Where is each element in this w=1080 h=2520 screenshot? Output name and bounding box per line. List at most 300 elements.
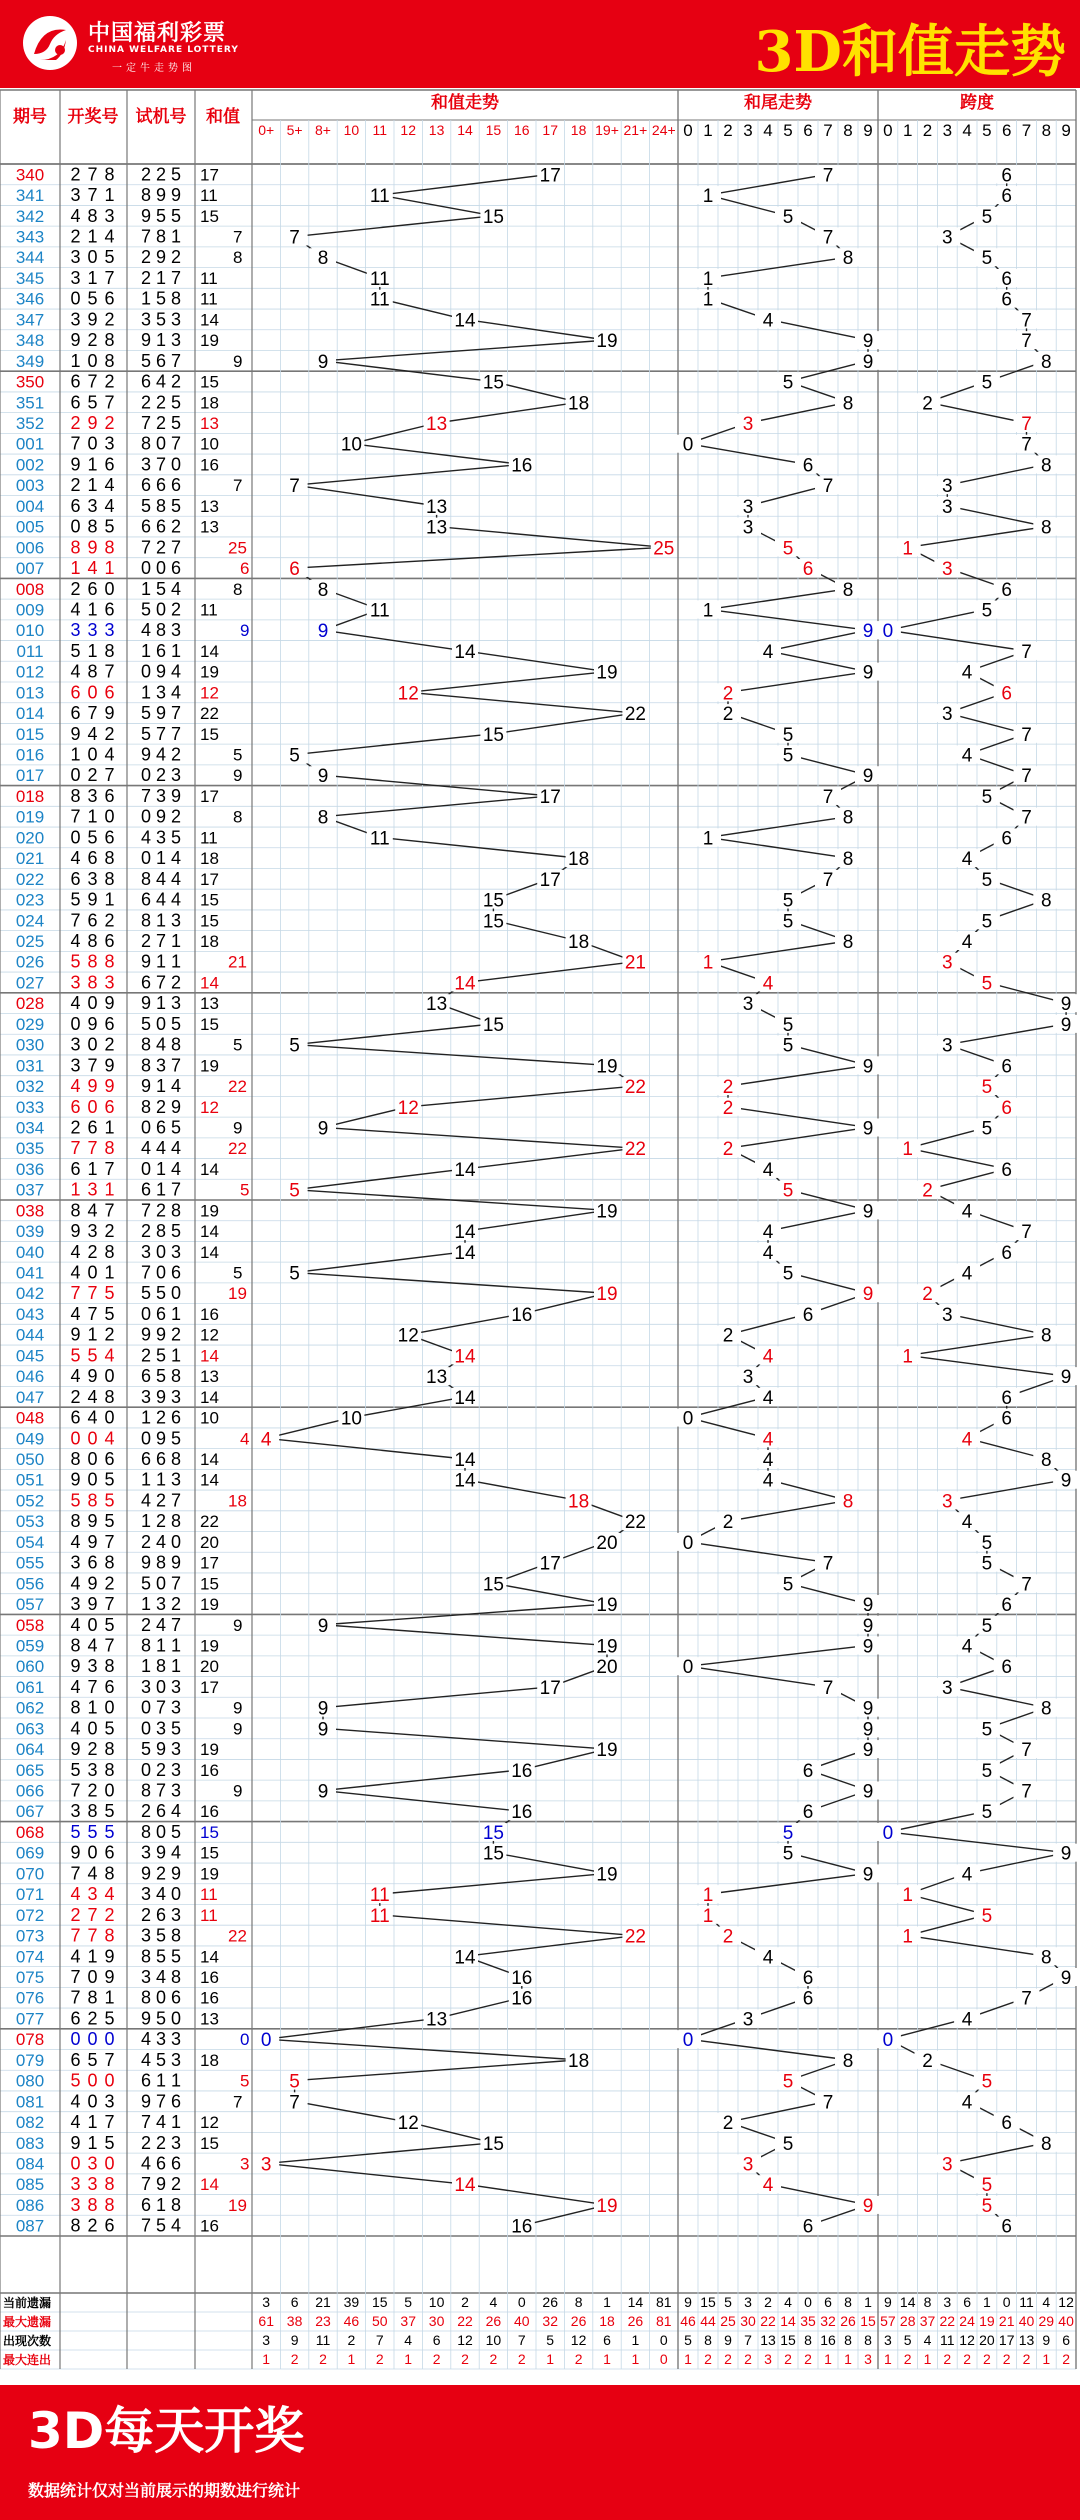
stat-tail-value: 46: [680, 2313, 696, 2329]
span-trend-point: 3: [942, 227, 953, 249]
sum-trend-point: 14: [454, 310, 476, 332]
tail-trend-point: 2: [722, 683, 734, 705]
draw-number-cell: 7 6 2: [70, 910, 116, 931]
trial-number-cell: 4 3 5: [140, 827, 182, 848]
trial-number-cell: 7 2 7: [140, 537, 182, 558]
draw-number-cell: 3 8 5: [70, 1801, 116, 1822]
tail-trend-point: 5: [782, 1180, 794, 1202]
draw-number-cell: 0 2 7: [70, 765, 116, 786]
draw-number-cell: 6 3 4: [70, 495, 116, 516]
span-trend-point: 7: [1021, 414, 1032, 435]
sum-col-label: 5+: [286, 122, 303, 138]
stat-sum-value: 81: [656, 2313, 672, 2329]
issue-cell: 014: [15, 704, 45, 724]
stat-sum-value: 1: [603, 2294, 611, 2310]
span-trend-point: 6: [1001, 1657, 1012, 1679]
trial-number-cell: 0 9 4: [140, 661, 182, 682]
stat-tail-value: 15: [860, 2313, 876, 2329]
draw-number-cell: 0 0 4: [70, 1428, 116, 1449]
sum-value-cell: 19: [200, 1201, 219, 1221]
span-trend-point: 5: [981, 206, 993, 228]
draw-number-cell: 5 9 1: [70, 889, 116, 910]
trial-number-cell: 2 6 3: [140, 1904, 182, 1925]
issue-cell: 059: [15, 1636, 45, 1656]
stat-span-value: 9: [1042, 2332, 1051, 2348]
sum-trend-point: 13: [426, 994, 448, 1016]
draw-number-cell: 3 0 5: [70, 247, 116, 268]
sum-value-cell: 18: [200, 849, 219, 869]
sum-value-cell: 15: [200, 724, 219, 744]
stat-sum-value: 1: [262, 2351, 271, 2367]
span-col-label: 6: [1001, 121, 1012, 140]
stat-sum-value: 23: [315, 2313, 331, 2329]
stat-span-value: 2: [903, 2351, 912, 2367]
table-header-bg: [0, 88, 1080, 164]
span-trend-point: 5: [981, 869, 993, 891]
issue-cell: 031: [15, 1056, 45, 1076]
span-trend-point: 8: [1041, 351, 1052, 373]
span-trend-point: 8: [1041, 1325, 1052, 1347]
sum-trend-point: 15: [482, 911, 504, 933]
sum-col-label: 24+: [651, 122, 676, 138]
sum-value-cell: 17: [200, 869, 219, 889]
issue-cell: 015: [15, 724, 45, 744]
draw-number-cell: 9 2 8: [70, 1739, 116, 1760]
stat-sum-value: 6: [432, 2332, 441, 2348]
draw-number-cell: 1 0 4: [70, 744, 116, 765]
stat-tail-value: 25: [720, 2313, 736, 2329]
issue-cell: 086: [15, 2195, 45, 2215]
sum-value-cell: 22: [228, 1077, 247, 1097]
stat-sum-value: 26: [542, 2294, 558, 2310]
footer-note: 数据统计仅对当前展示的期数进行统计: [28, 2481, 301, 2500]
issue-cell: 021: [15, 849, 45, 869]
draw-number-cell: 3 7 9: [70, 1055, 116, 1076]
stat-tail-value: 9: [684, 2294, 692, 2310]
stat-sum-value: 32: [542, 2313, 558, 2329]
sum-col-label: 0+: [258, 122, 275, 138]
sum-trend-point: 17: [539, 786, 561, 808]
sum-trend-point: 14: [454, 1387, 476, 1409]
sum-col-label: 17: [542, 122, 558, 138]
draw-number-cell: 8 9 5: [70, 1511, 116, 1532]
stat-tail-value: 2: [744, 2351, 752, 2367]
stat-span-value: 3: [884, 2332, 892, 2348]
draw-number-cell: 3 7 1: [70, 185, 116, 206]
stat-tail-value: 13: [760, 2332, 776, 2348]
sum-value-cell: 15: [200, 1822, 219, 1842]
stat-sum-value: 2: [375, 2351, 384, 2367]
sum-value-cell: 14: [200, 1387, 219, 1407]
span-trend-point: 6: [1001, 165, 1012, 187]
stat-span-value: 22: [939, 2313, 956, 2329]
tail-trend-point: 5: [782, 538, 794, 560]
span-trend-point: 6: [1001, 289, 1012, 311]
span-trend-point: 6: [1001, 1595, 1012, 1617]
draw-number-cell: 5 5 4: [70, 1345, 116, 1366]
issue-cell: 065: [15, 1760, 45, 1780]
sum-trend-point: 13: [426, 517, 448, 539]
tail-trend-point: 1: [702, 268, 714, 290]
tail-trend-point: 7: [822, 786, 834, 808]
stat-sum-value: 5: [546, 2332, 555, 2348]
span-trend-point: 6: [1001, 1097, 1012, 1119]
sum-trend-point: 5: [289, 2071, 300, 2093]
issue-cell: 044: [15, 1325, 45, 1345]
sum-col-label: 10: [343, 122, 360, 138]
issue-cell: 045: [15, 1346, 45, 1366]
draw-number-cell: 0 0 0: [70, 2029, 116, 2050]
trial-number-cell: 5 6 7: [140, 350, 182, 371]
header-sum-trend: 和值走势: [431, 93, 499, 112]
span-trend-point: 4: [961, 662, 973, 684]
issue-cell: 075: [15, 1968, 45, 1987]
issue-cell: 038: [15, 1201, 45, 1221]
draw-number-cell: 8 1 0: [70, 1697, 116, 1718]
sum-trend-point: 9: [317, 1719, 329, 1741]
sum-value-cell: 12: [200, 1325, 219, 1345]
span-trend-point: 4: [961, 2092, 973, 2114]
trial-number-cell: 0 1 4: [140, 848, 182, 869]
sum-value-cell: 9: [233, 1118, 243, 1138]
stat-span-value: 2: [1002, 2351, 1011, 2367]
draw-number-cell: 3 6 8: [70, 1552, 116, 1573]
stat-tail-value: 3: [864, 2351, 872, 2367]
stat-span-value: 13: [1018, 2332, 1035, 2348]
tail-trend-point: 9: [862, 331, 874, 353]
span-trend-point: 3: [942, 476, 953, 498]
tail-col-label: 0: [683, 121, 693, 140]
trial-number-cell: 2 9 2: [140, 247, 182, 268]
sum-col-label: 15: [485, 122, 502, 138]
tail-trend-point: 1: [702, 289, 714, 311]
sum-trend-point: 9: [317, 1615, 329, 1637]
sum-value-cell: 16: [200, 1304, 219, 1324]
stat-sum-value: 11: [315, 2332, 331, 2348]
sum-trend-point: 22: [624, 1926, 646, 1948]
trial-number-cell: 8 9 9: [140, 185, 182, 206]
tail-col-label: 8: [843, 121, 853, 140]
span-trend-point: 5: [981, 1802, 993, 1824]
span-trend-point: 4: [961, 1512, 973, 1534]
sum-col-label: 8+: [315, 122, 331, 138]
trial-number-cell: 1 3 4: [140, 682, 182, 703]
trial-number-cell: 5 7 7: [140, 723, 182, 744]
draw-number-cell: 4 0 9: [70, 993, 116, 1014]
sum-col-label: 18: [570, 122, 587, 138]
tail-trend-point: 9: [862, 621, 874, 643]
trial-number-cell: 0 9 2: [140, 806, 182, 827]
stat-tail-value: 1: [824, 2351, 832, 2367]
issue-cell: 003: [15, 476, 45, 496]
header-sum: 和值: [206, 107, 240, 126]
issue-cell: 067: [15, 1802, 45, 1822]
stat-tail-value: 1: [864, 2294, 872, 2310]
stat-tail-value: 3: [764, 2351, 772, 2367]
span-trend-point: 7: [1021, 1988, 1032, 2010]
span-trend-point: 0: [882, 621, 894, 643]
draw-number-cell: 6 2 5: [70, 2008, 116, 2029]
sum-trend-point: 15: [482, 1574, 504, 1596]
issue-cell: 012: [15, 662, 45, 682]
draw-number-cell: 0 5 6: [70, 288, 116, 309]
sum-trend-point: 14: [454, 1947, 476, 1969]
tail-trend-point: 9: [862, 662, 874, 684]
stat-tail-value: 0: [804, 2294, 812, 2310]
tail-trend-point: 1: [702, 186, 714, 208]
span-trend-point: 2: [922, 2050, 933, 2072]
stat-sum-value: 1: [631, 2351, 640, 2367]
span-col-label: 8: [1041, 121, 1052, 140]
trial-number-cell: 5 5 0: [140, 1283, 182, 1304]
draw-number-cell: 0 5 6: [70, 827, 116, 848]
sum-value-cell: 18: [200, 393, 219, 413]
tail-trend-point: 1: [702, 952, 714, 974]
issue-cell: 351: [15, 393, 45, 413]
trial-number-cell: 3 9 4: [140, 1842, 182, 1863]
issue-cell: 061: [15, 1677, 45, 1697]
tail-trend-point: 2: [722, 1077, 734, 1099]
tail-col-label: 9: [863, 121, 873, 140]
issue-cell: 013: [15, 683, 45, 703]
trial-number-cell: 0 0 6: [140, 558, 182, 579]
stat-sum-value: 40: [514, 2313, 530, 2329]
sum-trend-point: 11: [369, 268, 390, 290]
tail-trend-point: 2: [722, 2113, 734, 2135]
trial-number-cell: 8 0 7: [140, 433, 182, 454]
stat-tail-value: 2: [784, 2351, 792, 2367]
draw-number-cell: 3 9 2: [70, 309, 116, 330]
stat-tail-value: 1: [844, 2351, 852, 2367]
stat-sum-value: 38: [286, 2313, 303, 2329]
draw-number-cell: 3 3 8: [70, 2174, 116, 2195]
header-issue: 期号: [13, 107, 47, 126]
tail-trend-point: 3: [742, 517, 754, 539]
trial-number-cell: 5 0 7: [140, 1573, 182, 1594]
page-footer: [0, 2385, 1080, 2520]
sum-trend-point: 9: [317, 621, 329, 643]
trial-number-cell: 6 5 8: [140, 1366, 182, 1387]
tail-trend-point: 2: [722, 1097, 734, 1119]
sum-trend-point: 8: [317, 248, 329, 270]
draw-number-cell: 4 9 0: [70, 1366, 116, 1387]
sum-value-cell: 20: [200, 1532, 219, 1552]
tail-trend-point: 4: [762, 1947, 774, 1969]
sum-col-label: 11: [372, 122, 388, 138]
sum-trend-point: 5: [289, 1035, 300, 1057]
sum-value-cell: 10: [200, 434, 219, 454]
issue-cell: 079: [15, 2050, 45, 2070]
sum-trend-point: 15: [482, 2133, 504, 2155]
trial-number-cell: 2 2 5: [140, 164, 182, 185]
stat-sum-value: 7: [517, 2332, 526, 2348]
trial-number-cell: 3 0 3: [140, 1676, 182, 1697]
sum-trend-point: 16: [511, 1968, 533, 1989]
tail-col-label: 5: [783, 121, 793, 140]
stat-span-value: 6: [1062, 2332, 1070, 2348]
span-trend-point: 6: [1001, 268, 1012, 290]
trial-number-cell: 6 6 8: [140, 1449, 182, 1469]
sum-value-cell: 18: [228, 1491, 247, 1511]
trial-number-cell: 0 7 3: [140, 1697, 182, 1718]
stat-sum-value: 1: [546, 2351, 555, 2367]
trial-number-cell: 7 8 1: [140, 226, 182, 247]
sum-value-cell: 19: [200, 1636, 219, 1656]
draw-number-cell: 6 5 7: [70, 2049, 116, 2070]
sum-trend-point: 22: [624, 1077, 646, 1099]
span-trend-point: 1: [902, 538, 913, 560]
tail-trend-point: 9: [862, 1719, 874, 1741]
draw-number-cell: 4 6 8: [70, 848, 116, 869]
sum-trend-series: [253, 165, 677, 2237]
sum-trend-point: 15: [482, 1014, 504, 1036]
issue-cell: 020: [15, 828, 45, 848]
tail-trend-point: 7: [822, 869, 834, 891]
trial-number-cell: 6 1 7: [140, 1179, 182, 1200]
issue-cell: 052: [15, 1491, 45, 1511]
sum-value-cell: 9: [240, 621, 250, 641]
issue-cell: 010: [15, 621, 45, 641]
draw-number-cell: 4 2 8: [70, 1241, 116, 1262]
span-trend-point: 4: [961, 1429, 973, 1451]
span-col-label: 4: [962, 121, 972, 140]
trial-number-cell: 0 2 3: [140, 1759, 182, 1780]
trial-number-cell: 6 6 6: [140, 475, 182, 496]
sum-trend-point: 0: [260, 2030, 272, 2052]
sum-trend-point: 11: [369, 600, 390, 622]
tail-trend-point: 9: [862, 1201, 874, 1223]
span-col-label: 5: [982, 121, 992, 140]
issue-cell: 026: [15, 952, 45, 972]
tail-trend-point: 3: [742, 2154, 754, 2176]
stat-tail-value: 15: [700, 2294, 716, 2310]
tail-trend-point: 7: [822, 227, 834, 249]
tail-trend-point: 4: [762, 1222, 774, 1244]
sum-trend-point: 10: [340, 1408, 362, 1430]
sum-trend-point: 9: [317, 1118, 329, 1140]
span-trend-point: 5: [981, 1118, 993, 1140]
stat-sum-value: 26: [627, 2313, 644, 2329]
trial-number-cell: 2 4 0: [140, 1531, 182, 1552]
trial-number-cell: 9 9 2: [140, 1324, 182, 1345]
stat-label: 出现次数: [3, 2334, 52, 2348]
sum-trend-point: 19: [596, 662, 618, 684]
draw-number-cell: 4 0 1: [70, 1262, 116, 1283]
sum-trend-point: 17: [539, 1553, 561, 1575]
stat-sum-value: 2: [461, 2351, 469, 2367]
sum-trend-point: 13: [426, 1367, 448, 1389]
sum-col-label: 12: [400, 122, 416, 138]
stat-span-value: 24: [959, 2313, 975, 2329]
span-trend-point: 7: [1021, 1574, 1032, 1596]
sum-value-cell: 5: [240, 1180, 250, 1200]
draw-number-cell: 9 3 2: [70, 1221, 116, 1242]
stat-sum-value: 0: [659, 2332, 668, 2348]
tail-trend-point: 8: [842, 393, 854, 415]
tail-trend-point: 3: [742, 496, 754, 518]
sum-value-cell: 15: [200, 1014, 219, 1034]
trial-number-cell: 3 4 8: [140, 1967, 182, 1987]
stat-span-value: 9: [884, 2294, 892, 2310]
span-trend-point: 8: [1041, 1698, 1052, 1720]
stat-sum-value: 2: [489, 2351, 498, 2367]
tail-col-label: 7: [823, 121, 833, 140]
sum-value-cell: 15: [200, 2133, 219, 2153]
lottery-logo: [20, 12, 270, 76]
sum-trend-point: 18: [568, 932, 590, 953]
sum-value-cell: 16: [200, 1968, 219, 1987]
stat-span-value: 2: [1022, 2351, 1031, 2367]
stat-span-value: 28: [899, 2313, 916, 2329]
stat-sum-value: 12: [457, 2332, 473, 2348]
issue-cell: 048: [15, 1408, 45, 1428]
sum-trend-point: 18: [568, 849, 590, 871]
tail-trend-point: 3: [742, 2009, 754, 2031]
span-trend-point: 4: [961, 1864, 973, 1886]
issue-cell: 077: [15, 2009, 45, 2029]
tail-trend-point: 9: [862, 2195, 874, 2217]
issue-cell: 054: [15, 1532, 45, 1552]
span-trend-point: 7: [1021, 641, 1032, 663]
span-trend-point: 4: [961, 1636, 973, 1658]
stat-sum-value: 14: [627, 2294, 644, 2310]
trial-number-cell: 1 2 8: [140, 1511, 182, 1532]
sum-value-cell: 19: [228, 2195, 247, 2215]
draw-number-cell: 9 0 5: [70, 1469, 116, 1490]
span-trend-point: 4: [961, 932, 973, 953]
sum-value-cell: 16: [200, 455, 219, 475]
tail-trend-point: 5: [782, 1014, 794, 1036]
trial-number-cell: 6 7 2: [140, 972, 182, 993]
issue-cell: 344: [15, 248, 45, 268]
tail-trend-point: 0: [682, 1532, 694, 1554]
sum-value-cell: 11: [200, 828, 218, 848]
draw-number-cell: 7 4 8: [70, 1863, 116, 1884]
span-trend-point: 3: [942, 559, 953, 581]
tail-trend-point: 4: [762, 1450, 774, 1471]
span-trend-point: 5: [981, 1553, 993, 1575]
sum-trend-point: 15: [482, 206, 504, 228]
stat-tail-value: 26: [840, 2313, 856, 2329]
draw-number-cell: 4 9 7: [70, 1531, 116, 1552]
sum-value-cell: 10: [200, 1408, 219, 1428]
issue-cell: 011: [16, 641, 44, 661]
sum-value-cell: 21: [228, 952, 247, 972]
stat-tail-value: 2: [724, 2351, 732, 2367]
tail-trend-point: 5: [782, 1822, 794, 1844]
stat-span-value: 2: [1062, 2351, 1070, 2367]
draw-number-cell: 7 1 0: [70, 806, 116, 827]
issue-cell: 076: [15, 1988, 45, 2008]
stat-tail-value: 16: [820, 2332, 836, 2348]
issue-cell: 051: [15, 1470, 45, 1490]
sum-trend-point: 9: [317, 1698, 329, 1720]
tail-trend-point: 7: [822, 2092, 834, 2114]
span-trend-point: 6: [1001, 579, 1012, 601]
sum-trend-point: 17: [539, 1677, 561, 1699]
sum-value-cell: 15: [200, 372, 219, 392]
sum-trend-point: 16: [511, 1304, 533, 1326]
stat-label: 当前遗漏: [3, 2296, 52, 2310]
sum-value-cell: 11: [200, 1885, 218, 1905]
sum-trend-point: 9: [317, 351, 329, 373]
sum-trend-point: 15: [482, 1822, 504, 1844]
sum-trend-point: 15: [482, 890, 504, 912]
draw-number-cell: 2 1 4: [70, 475, 116, 496]
tail-trend-point: 5: [782, 1035, 794, 1057]
span-trend-point: 4: [961, 745, 973, 767]
issue-cell: 082: [15, 2113, 45, 2133]
